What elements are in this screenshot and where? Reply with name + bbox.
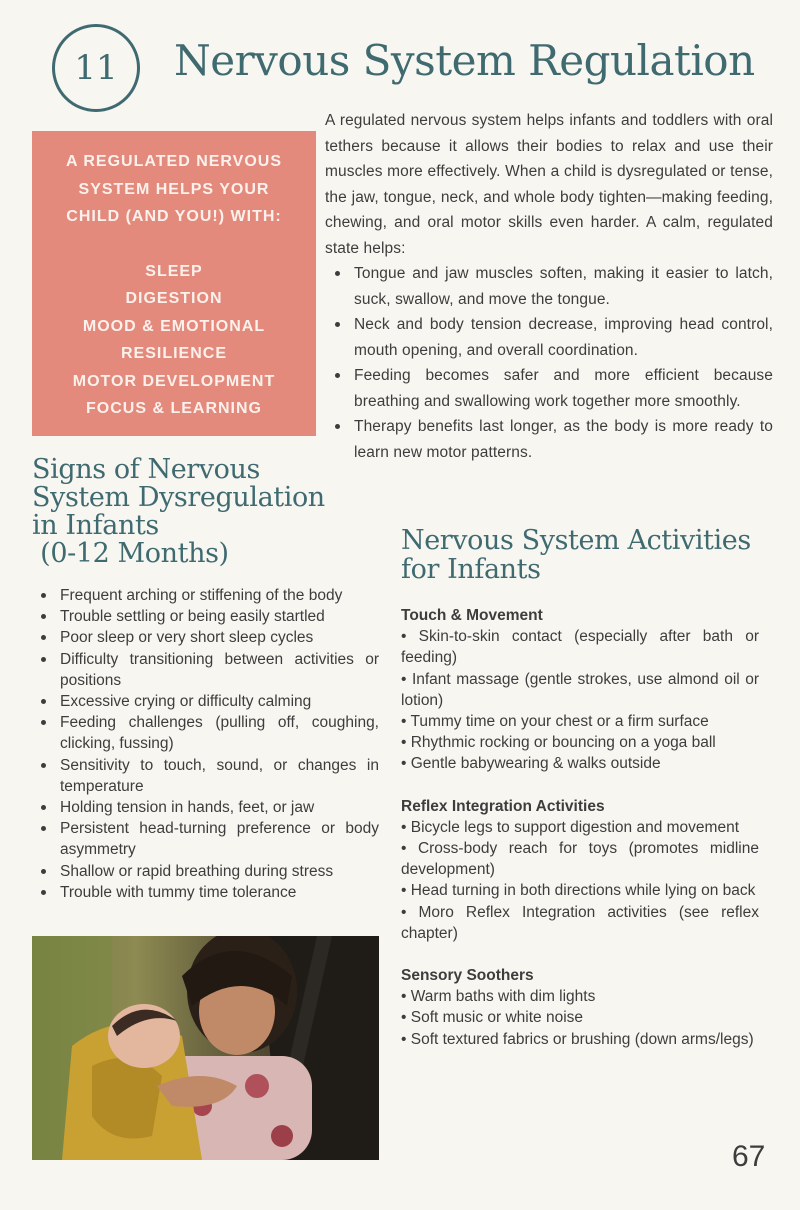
sign-item: Frequent arching or stiffening of the body [31,585,379,606]
activity-section-heading: Reflex Integration Activities [401,797,605,815]
sign-item: Persistent head-turning preference or body asymmetry [31,818,379,860]
chapter-number-badge [52,24,140,112]
activity-item: • Rhythmic rocking or bouncing on a yoga ball [401,734,716,752]
callout-item: MOOD & EMOTIONAL RESILIENCE [82,317,266,362]
sign-item: Poor sleep or very short sleep cycles [31,627,379,648]
activity-item: • Bicycle legs to support digestion and movement [401,818,739,836]
signs-heading-line: System Dysregulation [32,482,325,513]
callout-item: DIGESTION [125,290,223,307]
activity-item: • Head turning in both directions while lying on back [401,882,756,900]
signs-heading [32,456,332,568]
activity-item: • Soft music or white noise [401,1009,584,1027]
activity-item: • Infant massage (gentle strokes, use almond oil or lotion) [401,670,759,709]
intro-paragraph: A regulated nervous system helps infants and toddlers with oral tethers because it allows their bodies to relax and use their muscles more effectively. When a child is dysregulated or tense, the jaw, tongue, neck, and whole body tighten—making feeding, chewing, and oral motor skills even harder. A calm, regulated state helps: [325,112,773,257]
intro-bullet: Tongue and jaw muscles soften, making it easier to latch, suck, swallow, and move the tongue. [325,261,773,312]
signs-list [31,585,379,903]
activity-section [401,605,759,775]
chapter-number: 11 [74,48,118,88]
sign-item: Holding tension in hands, feet, or jaw [31,797,379,818]
activity-item: • Gentle babywearing & walks outside [401,755,661,773]
signs-heading-line: Signs of Nervous [32,454,260,485]
callout-item: MOTOR DEVELOPMENT [72,372,276,390]
sign-item: Trouble settling or being easily startled [31,606,379,627]
intro-section [325,108,773,465]
activity-section [401,965,759,1050]
activities-list [401,605,759,1071]
sign-item: Shallow or rapid breathing during stress [31,861,379,882]
activity-item: • Tummy time on your chest or a firm surface [401,713,709,731]
activities-heading [401,527,761,584]
page-number: 67 [732,1140,766,1173]
sign-item: Feeding challenges (pulling off, coughing, clicking, fussing) [31,712,379,754]
sign-item: Excessive crying or difficulty calming [31,691,379,712]
activity-section-heading: Touch & Movement [401,607,543,624]
signs-heading-line: in Infants [32,510,159,541]
activity-item: • Moro Reflex Integration activities (see reflex chapter) [401,903,759,942]
benefits-callout [32,131,316,436]
sign-item: Trouble with tummy time tolerance [31,882,379,903]
intro-bullet-list [325,261,773,465]
page-title: Nervous System Regulation [174,36,755,85]
activity-section-heading: Sensory Soothers [401,967,534,985]
callout-item: FOCUS & LEARNING [86,400,262,417]
intro-bullet: Feeding becomes safer and more efficient because breathing and swallowing work together more smoothly. [325,363,773,414]
callout-heading: A REGULATED NERVOUS SYSTEM HELPS YOUR CHILD (AND YOU!) WITH: [65,153,283,225]
activity-section [401,796,759,944]
sign-item: Sensitivity to touch, sound, or changes in temperature [31,755,379,797]
mother-baby-photo [32,936,379,1160]
activity-item: • Skin-to-skin contact (especially after bath or feeding) [401,628,759,667]
signs-heading-line: (0-12 Months) [32,538,229,569]
activity-item: • Soft textured fabrics or brushing (down arms/legs) [401,1030,754,1048]
callout-item: SLEEP [145,262,203,280]
sign-item: Difficulty transitioning between activities or positions [31,649,379,691]
activity-item: • Warm baths with dim lights [401,988,596,1006]
activity-item: • Cross-body reach for toys (promotes midline development) [401,840,759,879]
intro-bullet: Neck and body tension decrease, improving head control, mouth opening, and overall coordination. [325,312,773,363]
activities-heading-line: for Infants [401,553,541,585]
activities-heading-line: Nervous System Activities [401,525,751,556]
intro-bullet: Therapy benefits last longer, as the body is more ready to learn new motor patterns. [325,414,773,465]
